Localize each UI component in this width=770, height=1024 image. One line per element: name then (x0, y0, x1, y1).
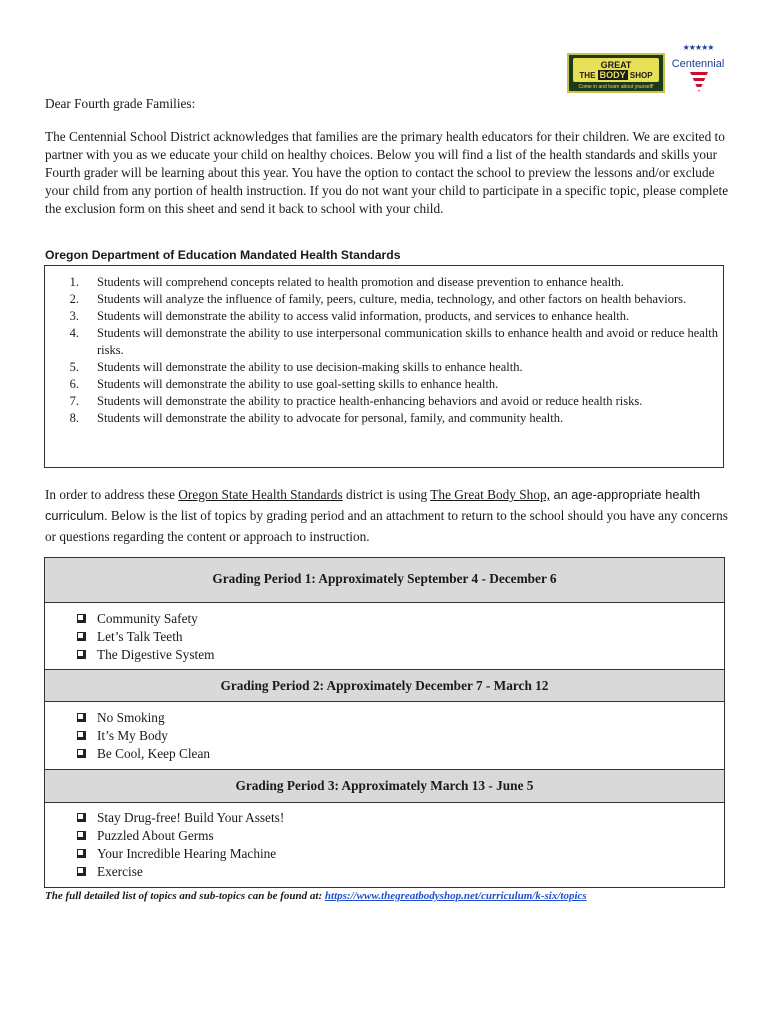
standard-item (45, 393, 723, 410)
grading-period-1-header: Grading Period 1: Approximately September 4 - December 6 (45, 558, 724, 603)
topics-link[interactable]: https://www.thegreatbodyshop.net/curriculum/k-six/topics (324, 890, 587, 902)
curriculum-text-2: district is using (342, 487, 431, 502)
centennial-logo-name: Centennial (671, 58, 725, 70)
topic-item (45, 745, 724, 763)
topic-label: Be Cool, Keep Clean (97, 746, 210, 761)
great-body-shop-logo (567, 53, 665, 93)
letter-intro: The Centennial School District acknowledges that families are the primary health educators for their children. We are excited to partner with you as we educate your child on healthy choices. Below you will find a list of the health standards and skills your Fourth grader will be learning about this year. You have the option to contact the school to preview the lessons and/or exclude your child from any portion of health instruction. If you do not want your child to participate in a specific topic, please complete the exclusion form on this sheet and send it back to school with your child. (45, 129, 729, 216)
standard-text: Students will demonstrate the ability to practice health-enhancing behaviors and avoid or reduce health risks. (97, 394, 643, 408)
standard-item (45, 274, 723, 291)
topic-item (45, 827, 724, 845)
topic-item (45, 727, 724, 745)
great-body-shop-link[interactable]: The Great Body Shop, (430, 487, 550, 502)
standard-number: 3. (69, 309, 79, 323)
standard-number: 5. (69, 360, 79, 374)
logo-line-body-shop (573, 71, 659, 80)
grading-periods-table (44, 557, 725, 888)
topic-label: Community Safety (97, 611, 198, 626)
logo-panel (573, 58, 659, 82)
topic-item (45, 863, 724, 881)
checkbox-icon (77, 614, 86, 623)
grading-period-1-topics (45, 610, 724, 664)
topic-label: Let’s Talk Teeth (97, 629, 183, 644)
standards-heading: Oregon Department of Education Mandated Health Standards (45, 248, 401, 262)
curriculum-text-4: Below is the list of topics by grading period and an attachment to return to the school should you have any concerns or questions regarding the content or approach to instruction. (45, 508, 728, 544)
letter-greeting: Dear Fourth grade Families: (45, 96, 196, 111)
stars-icon: ★★★★★ (682, 43, 714, 52)
topic-label: Puzzled About Germs (97, 828, 214, 843)
checkbox-icon (77, 749, 86, 758)
checkbox-icon (77, 813, 86, 822)
curriculum-paragraph (45, 484, 735, 547)
standards-list (45, 274, 723, 427)
standard-text: Students will demonstrate the ability to advocate for personal, family, and community health. (97, 411, 564, 425)
checkbox-icon (77, 713, 86, 722)
standard-number: 8. (69, 411, 79, 425)
standard-number: 7. (69, 394, 79, 408)
standard-item (45, 308, 723, 325)
logo-tagline: Come in and learn about yourself! (578, 84, 654, 90)
standard-number: 1. (69, 275, 79, 289)
standard-item (45, 325, 723, 359)
oregon-standards-link[interactable]: Oregon State Health Standards (178, 487, 343, 502)
standard-text: Students will demonstrate the ability to use decision-making skills to enhance health. (97, 360, 523, 374)
checkbox-icon (77, 650, 86, 659)
grading-period-3-header: Grading Period 3: Approximately March 13 - June 5 (45, 769, 724, 803)
standard-text: Students will demonstrate the ability to use goal-setting skills to enhance health. (97, 377, 499, 391)
grading-period-2-topics (45, 709, 724, 763)
centennial-logo (668, 44, 728, 94)
standard-text: Students will comprehend concepts related to health promotion and disease prevention to enhance health. (97, 275, 624, 289)
topic-item (45, 628, 724, 646)
topic-item (45, 809, 724, 827)
topic-label: Your Incredible Hearing Machine (97, 846, 277, 861)
checkbox-icon (77, 867, 86, 876)
grading-period-2-header: Grading Period 2: Approximately December 7 - March 12 (45, 669, 724, 702)
standards-box (44, 265, 724, 468)
topic-item (45, 845, 724, 863)
logo-line-great: GREAT (600, 60, 632, 70)
logo-word-body: BODY (599, 70, 626, 80)
flag-icon (690, 72, 708, 92)
standard-number: 2. (69, 292, 79, 306)
standard-text: Students will analyze the influence of family, peers, culture, media, technology, and other factors on health behaviors. (97, 292, 687, 306)
footnote (45, 889, 587, 903)
standard-text: Students will demonstrate the ability to use interpersonal communication skills to enhance health and avoid or reduce health risks. (97, 326, 719, 357)
topic-label: Exercise (97, 864, 143, 879)
curriculum-text-1: In order to address these (45, 487, 179, 502)
standard-number: 4. (69, 326, 79, 340)
standard-item (45, 359, 723, 376)
standard-item (45, 376, 723, 393)
topic-label: No Smoking (97, 710, 165, 725)
logo-word-the: THE (579, 71, 596, 80)
footnote-text: The full detailed list of topics and sub-topics can be found at: (45, 890, 325, 902)
standard-number: 6. (69, 377, 79, 391)
topic-item (45, 709, 724, 727)
checkbox-icon (77, 632, 86, 641)
standard-item (45, 291, 723, 308)
topic-item (45, 646, 724, 664)
checkbox-icon (77, 831, 86, 840)
grading-period-3-topics (45, 809, 724, 881)
curriculum-text-3: an age-appropriate health curriculum. (45, 487, 701, 523)
checkbox-icon (77, 849, 86, 858)
topic-label: It’s My Body (97, 728, 168, 743)
topic-label: The Digestive System (97, 647, 215, 662)
standard-text: Students will demonstrate the ability to access valid information, products, and services to enhance health. (97, 309, 630, 323)
logo-word-shop: SHOP (629, 71, 653, 80)
topic-label: Stay Drug-free! Build Your Assets! (97, 810, 285, 825)
checkbox-icon (77, 731, 86, 740)
standard-item (45, 410, 723, 427)
topic-item (45, 610, 724, 628)
